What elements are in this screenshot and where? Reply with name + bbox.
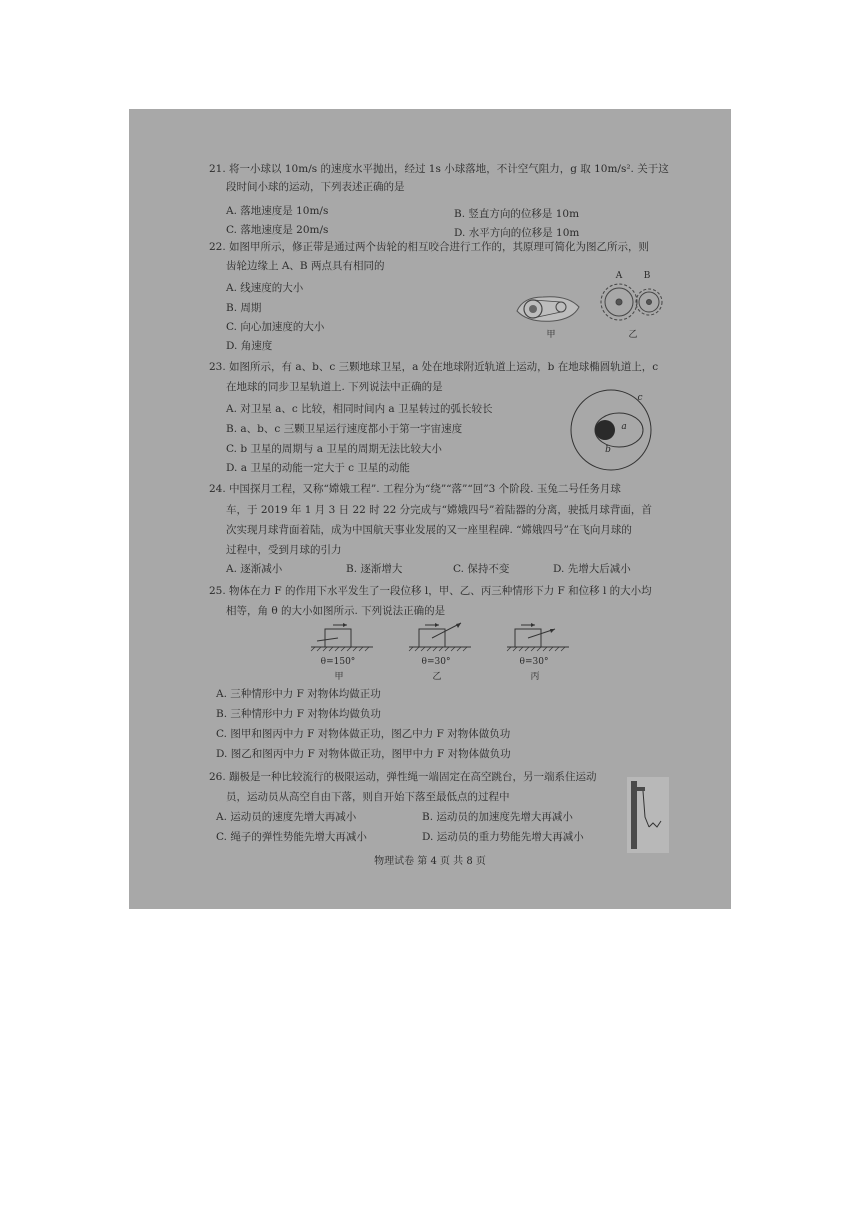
question-25-line1: 25. 物体在力 F 的作用下水平发生了一段位移 l，甲、乙、丙三种情形下力 F 和位移 l 的大小均 [209, 585, 652, 597]
q21-option-b: B. 竖直方向的位移是 10m [454, 208, 580, 220]
force-figure-yi [405, 621, 475, 657]
page-footer: 物理试卷 第 4 页 共 8 页 [374, 856, 486, 867]
q23-option-a: A. 对卫星 a、c 比较，相同时间内 a 卫星转过的弧长较长 [226, 403, 493, 415]
q23-option-b: B. a、b、c 三颗卫星运行速度都小于第一宇宙速度 [226, 423, 463, 435]
q21-option-d: D. 水平方向的位移是 10m [454, 227, 580, 239]
question-26-line1: 26. 蹦极是一种比较流行的极限运动，弹性绳一端固定在高空跳台，另一端系住运动 [209, 771, 597, 783]
q26-option-a: A. 运动员的速度先增大再减小 [216, 811, 357, 823]
figure-label-yi-22: 乙 [628, 330, 638, 340]
q24-option-a: A. 逐渐减小 [226, 563, 283, 575]
point-b-label: B [643, 271, 651, 281]
question-25-line2: 相等，角 θ 的大小如图所示. 下列说法正确的是 [226, 605, 446, 617]
q25-option-d: D. 图乙和图丙中力 F 对物体做正功，图甲中力 F 对物体做负功 [216, 748, 511, 760]
question-26-line2: 员，运动员从高空自由下落，则自开始下落至最低点的过程中 [226, 791, 510, 803]
figure-label-jia-25: 甲 [334, 672, 344, 682]
orbit-label-c: c [637, 393, 643, 403]
q24-option-b: B. 逐渐增大 [346, 563, 403, 575]
theta-label-yi: θ=30° [421, 657, 451, 667]
theta-label-bing: θ=30° [519, 657, 549, 667]
q22-option-d: D. 角速度 [226, 340, 273, 352]
q23-option-c: C. b 卫星的周期与 a 卫星的周期无法比较大小 [226, 443, 442, 455]
bungee-jump-figure [627, 777, 669, 853]
orbit-label-b: b [605, 445, 611, 455]
q25-option-c: C. 图甲和图丙中力 F 对物体做正功，图乙中力 F 对物体做负功 [216, 728, 511, 740]
orbit-label-a: a [621, 422, 627, 432]
q26-option-c: C. 绳子的弹性势能先增大再减小 [216, 831, 367, 843]
question-24-line4: 过程中，受到月球的引力 [226, 544, 342, 556]
figure-label-yi-25: 乙 [432, 672, 442, 682]
q21-option-c: C. 落地速度是 20m/s [226, 224, 329, 236]
q23-option-d: D. a 卫星的动能一定大于 c 卫星的动能 [226, 462, 410, 474]
question-21-line1: 21. 将一小球以 10m/s 的速度水平抛出，经过 1s 小球落地，不计空气阻力，g 取 10m/s². 关于这 [209, 163, 669, 175]
force-figure-bing [503, 621, 573, 657]
question-24-line3: 次实现月球背面着陆，成为中国航天事业发展的又一座里程碑. “嫦娥四号”在飞向月球的 [226, 524, 632, 536]
q22-option-a: A. 线速度的大小 [226, 282, 304, 294]
question-22-line2: 齿轮边缘上 A、B 两点具有相同的 [226, 260, 385, 272]
question-24-line2: 车，于 2019 年 1 月 3 日 22 时 22 分完成与“嫦娥四号”着陆器的分离，驶抵月球背面，首 [226, 504, 652, 516]
q22-option-c: C. 向心加速度的大小 [226, 321, 325, 333]
question-22-line1: 22. 如图甲所示，修正带是通过两个齿轮的相互咬合进行工作的，其原理可简化为图乙所示，则 [209, 241, 650, 253]
q22-option-b: B. 周期 [226, 302, 262, 314]
question-23-line2: 在地球的同步卫星轨道上. 下列说法中正确的是 [226, 381, 443, 393]
q25-option-b: B. 三种情形中力 F 对物体均做负功 [216, 708, 381, 720]
exam-page [129, 109, 731, 909]
gears-figure [595, 274, 667, 330]
theta-label-jia: θ=150° [320, 657, 356, 667]
q24-option-d: D. 先增大后减小 [553, 563, 631, 575]
q26-option-b: B. 运动员的加速度先增大再减小 [422, 811, 573, 823]
point-a-label: A [615, 271, 623, 281]
force-figure-jia [307, 621, 377, 657]
q26-option-d: D. 运动员的重力势能先增大再减小 [422, 831, 584, 843]
figure-label-jia-22: 甲 [546, 330, 556, 340]
question-21-line2: 段时间小球的运动，下列表述正确的是 [226, 181, 405, 193]
question-23-line1: 23. 如图所示，有 a、b、c 三颗地球卫星，a 处在地球附近轨道上运动，b 在地球椭圆轨道上，c [209, 361, 659, 373]
question-24-line1: 24. 中国探月工程，又称“嫦娥工程”. 工程分为“绕”“落”“回”3 个阶段. 玉兔二号任务月球 [209, 483, 621, 495]
q25-option-a: A. 三种情形中力 F 对物体均做正功 [216, 688, 381, 700]
q21-option-a: A. 落地速度是 10m/s [226, 205, 329, 217]
q24-option-c: C. 保持不变 [453, 563, 510, 575]
bicycle-chain-figure [513, 289, 583, 327]
figure-label-bing-25: 丙 [530, 672, 540, 682]
